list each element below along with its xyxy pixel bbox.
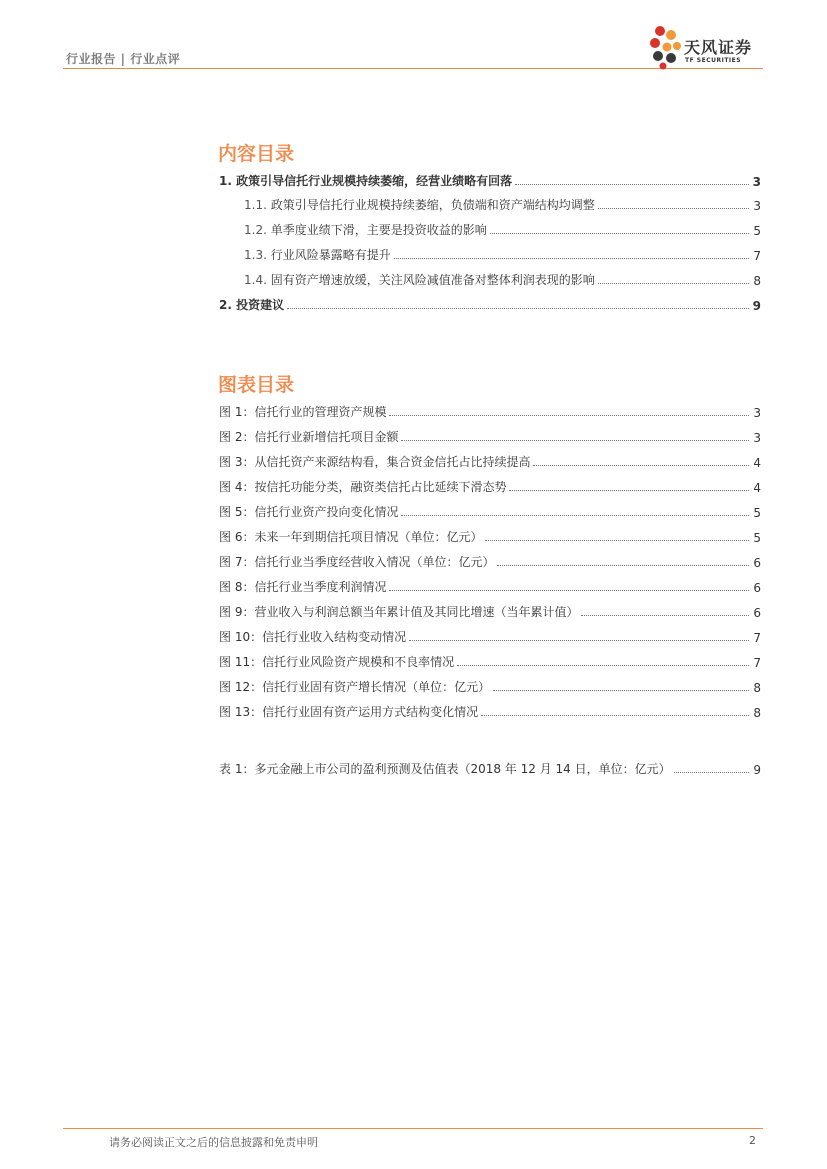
figure-entry[interactable] <box>219 677 761 695</box>
figure-entry-page: 5 <box>753 531 761 545</box>
figure-entry[interactable] <box>219 452 761 470</box>
company-logo <box>649 24 765 70</box>
disclaimer-notice: 请务必阅读正文之后的信息披露和免责申明 <box>109 1136 318 1149</box>
figure-entry[interactable] <box>219 527 761 545</box>
toc-entry-number: 1.1. <box>244 198 267 212</box>
toc-entry[interactable] <box>219 295 761 313</box>
dot-leader <box>287 308 749 309</box>
toc-entry-page: 5 <box>753 224 761 238</box>
table-entry[interactable] <box>219 759 761 777</box>
toc-entry-title: 政策引导信托行业规模持续萎缩，经营业绩略有回落 <box>236 174 513 188</box>
footer-divider <box>63 1128 763 1129</box>
figures-title: 图表目录 <box>218 374 295 396</box>
figure-entry-title: 图 9：营业收入与利润总额当年累计值及其同比增速（当年累计值） <box>219 605 579 619</box>
contents-title: 内容目录 <box>218 143 295 165</box>
dot-leader <box>515 184 749 185</box>
figure-entry-page: 6 <box>753 581 761 595</box>
figure-entry[interactable] <box>219 552 761 570</box>
table-entry-page: 9 <box>753 763 761 777</box>
toc-entry-title: 行业风险暴露略有提升 <box>270 248 391 262</box>
figure-entry-page: 3 <box>753 406 761 420</box>
toc-entry-number: 1. <box>219 174 232 188</box>
figure-entry-page: 6 <box>753 556 761 570</box>
figure-entry-page: 8 <box>753 706 761 720</box>
toc-entry-number: 1.3. <box>244 248 267 262</box>
figure-entry-title: 图 3：从信托资产来源结构看，集合资金信托占比持续提高 <box>219 455 531 469</box>
toc-entry-title: 单季度业绩下滑，主要是投资收益的影响 <box>270 223 487 237</box>
figure-entry-page: 6 <box>753 606 761 620</box>
figure-entry[interactable] <box>219 477 761 495</box>
page-number: 2 <box>749 1134 756 1147</box>
figure-entry-title: 图 1：信托行业的管理资产规模 <box>219 405 387 419</box>
dot-leader <box>598 283 749 284</box>
flower-logo-icon <box>649 24 685 70</box>
figure-entry[interactable] <box>219 702 761 720</box>
toc-entry-page: 8 <box>753 274 761 288</box>
figure-entry-page: 4 <box>753 456 761 470</box>
figure-entry-page: 5 <box>753 506 761 520</box>
dot-leader <box>497 565 749 566</box>
figure-entry-title: 图 10：信托行业收入结构变动情况 <box>219 630 407 644</box>
dot-leader <box>409 640 749 641</box>
dot-leader <box>401 515 749 516</box>
dot-leader <box>581 615 749 616</box>
toc-entry-page: 9 <box>752 299 761 313</box>
figure-entry-page: 4 <box>753 481 761 495</box>
dot-leader <box>490 233 749 234</box>
figure-entry[interactable] <box>219 502 761 520</box>
toc-entry-title: 投资建议 <box>236 298 285 312</box>
figure-entry[interactable] <box>219 402 761 420</box>
figure-entry[interactable] <box>219 602 761 620</box>
figure-entry-title: 图 11：信托行业风险资产规模和不良率情况 <box>219 655 455 669</box>
figure-entry-title: 图 13：信托行业固有资产运用方式结构变化情况 <box>219 705 479 719</box>
dot-leader <box>481 715 749 716</box>
figure-entry[interactable] <box>219 427 761 445</box>
dot-leader <box>457 665 749 666</box>
dot-leader <box>674 772 749 773</box>
logo-english-name: TF SECURITIES <box>685 57 742 64</box>
toc-entry-title: 固有资产增速放缓，关注风险减值准备对整体利润表现的影响 <box>270 273 595 287</box>
dot-leader <box>389 415 749 416</box>
dot-leader <box>509 490 749 491</box>
dot-leader <box>485 540 749 541</box>
dot-leader <box>401 440 749 441</box>
dot-leader <box>394 258 749 259</box>
toc-entry[interactable] <box>244 245 761 263</box>
dot-leader <box>493 690 749 691</box>
figure-entry[interactable] <box>219 652 761 670</box>
figure-entry[interactable] <box>219 627 761 645</box>
dot-leader <box>389 590 749 591</box>
figure-entry-page: 7 <box>753 656 761 670</box>
toc-entry-page: 3 <box>753 199 761 213</box>
table-entry-title: 表 1：多元金融上市公司的盈利预测及估值表（2018 年 12 月 14 日，单位：亿元） <box>219 762 671 776</box>
toc-entry-number: 1.2. <box>244 223 267 237</box>
figure-entry-title: 图 5：信托行业资产投向变化情况 <box>219 505 399 519</box>
toc-entry-page: 7 <box>753 249 761 263</box>
figure-entry-page: 3 <box>753 431 761 445</box>
toc-entry-number: 2. <box>219 298 232 312</box>
report-type-label: 行业报告 | 行业点评 <box>66 52 181 66</box>
figure-entry-title: 图 4：按信托功能分类，融资类信托占比延续下滑态势 <box>219 480 507 494</box>
toc-entry[interactable] <box>244 195 761 213</box>
dot-leader <box>598 208 749 209</box>
figure-entry[interactable] <box>219 577 761 595</box>
figure-entry-title: 图 12：信托行业固有资产增长情况（单位：亿元） <box>219 680 491 694</box>
dot-leader <box>533 465 749 466</box>
figure-entry-page: 8 <box>753 681 761 695</box>
figure-entry-title: 图 2：信托行业新增信托项目金额 <box>219 430 399 444</box>
toc-entry[interactable] <box>244 220 761 238</box>
figure-entry-page: 7 <box>753 631 761 645</box>
figure-entry-title: 图 8：信托行业当季度利润情况 <box>219 580 387 594</box>
toc-entry[interactable] <box>244 270 761 288</box>
toc-entry-number: 1.4. <box>244 273 267 287</box>
toc-entry-page: 3 <box>752 175 761 189</box>
toc-entry-title: 政策引导信托行业规模持续萎缩，负债端和资产端结构均调整 <box>270 198 595 212</box>
figure-entry-title: 图 7：信托行业当季度经营收入情况（单位：亿元） <box>219 555 495 569</box>
toc-entry[interactable] <box>219 171 761 189</box>
logo-name: 天风证券 <box>684 38 753 57</box>
figure-entry-title: 图 6：未来一年到期信托项目情况（单位：亿元） <box>219 530 483 544</box>
